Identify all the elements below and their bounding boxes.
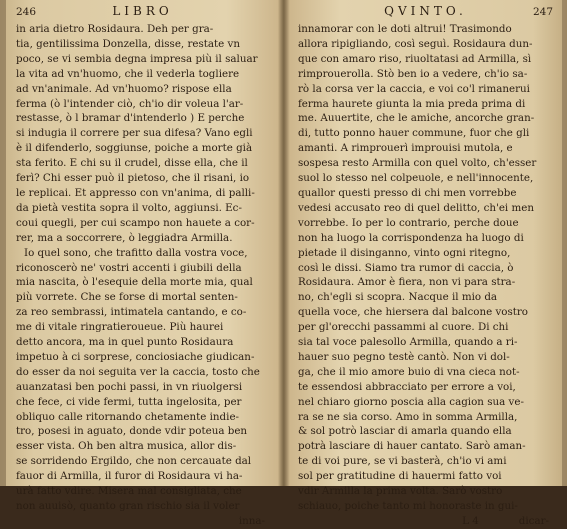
right-page-header	[298, 4, 553, 20]
text-line: Io quel sono, che trafitto dalla vostra voce,	[24, 246, 248, 259]
signature-mark: L 4	[462, 514, 479, 527]
text-line: tro, posesi in aguato, donde vdir poteua ben	[16, 425, 248, 438]
text-line: & sol potrò lasciar di amarla quando ella	[298, 425, 512, 438]
left-page-number: 246	[16, 6, 37, 18]
text-line: suol lo stesso nel colpeuole, e nell'innocente,	[298, 172, 534, 185]
text-line: esser vista. Oh ben altra musica, allor dis-	[16, 440, 237, 453]
text-line: più vorrete. Che se forse di mortal senten-	[16, 291, 238, 304]
left-page-header	[16, 4, 269, 20]
right-page-text	[298, 22, 553, 514]
right-catchword: dicar-	[518, 514, 549, 527]
text-line: di, tutto ponno hauer commune, fuor che gli	[298, 127, 530, 140]
text-line: le replicai. Et appresso con vn'anima, di palli-	[16, 186, 255, 199]
text-line: non ha luogo la corrispondenza ha luogo di	[298, 231, 524, 244]
text-line: da pietà vestita sopra il volto, aggiunsi. Ec-	[16, 201, 242, 214]
text-line: vorrebbe. Io per lo contrario, perche doue	[298, 216, 519, 229]
left-page	[0, 0, 283, 527]
text-line: rer, ma a soccorrere, ò leggiadra Armilla.	[16, 231, 233, 244]
right-running-title: QVINTO.	[384, 4, 467, 18]
text-line: che fece, ci vide fermi, tutta ingelosita, per	[16, 395, 242, 408]
text-line: la vita ad vn'huomo, che il vederla togliere	[16, 67, 240, 80]
text-line: hauer suo pegno testè cantò. Non vi dol-	[298, 350, 510, 363]
text-line: per gl'orecchi passammi al cuore. Di chi	[298, 321, 509, 334]
text-line: se sorridendo Ergildo, che non cercauate dal	[16, 455, 252, 468]
text-line: potrà lasciare di hauer cantato. Sarò aman-	[298, 440, 526, 453]
text-line: riconoscerò ne' vostri accenti i giubili della	[16, 261, 242, 274]
text-line: do esser da noi seguita ver la caccia, tosto che	[16, 365, 260, 378]
text-line: pietade il disinganno, vinto ogni ritegno,	[298, 246, 511, 259]
left-page-text	[16, 22, 269, 514]
text-line: ad vn'animale. Ad vn'huomo? rispose ella	[16, 82, 232, 95]
text-line: impetuo à ci sorprese, conciosiache giudican-	[16, 350, 255, 363]
text-line: schiauo, poiche tanto mi honoraste in gui-	[298, 500, 518, 512]
left-catchword: inna-	[238, 514, 265, 527]
text-line: rimprouerolla. Stò ben io a vedere, ch'io sa-	[298, 67, 528, 80]
text-line: quella voce, che hiersera dal balcone vostro	[298, 306, 529, 319]
text-line: mia nascita, ò l'esequie della morte mia, qual	[16, 276, 253, 289]
text-line: urà fatto vdire. Misera mal consigliata, che	[16, 485, 242, 498]
text-line: vdir Armilla la prima volta. Sarò vostro	[298, 485, 503, 498]
text-line: nel chiaro giorno poscia alla cagion sua ve-	[298, 395, 524, 408]
text-line: me. Auuertite, che le amiche, ancorche gran-	[298, 112, 535, 125]
text-line: quallor questi presso di chi men vorrebbe	[298, 186, 517, 199]
text-line: te essendosi abbracciato per errore a voi,	[298, 380, 516, 393]
text-line: vedesi accusato reo di quel delitto, ch'ei men	[298, 201, 534, 214]
text-line: in aria dietro Rosidaura. Deh per gra-	[16, 23, 214, 35]
text-line: innamorar con le doti altrui! Trasimondo	[298, 23, 512, 35]
text-line: coui quegli, per cui scampo non hauete a cor-	[16, 216, 255, 229]
text-line: amanti. A rimprouerì improuisi mutola, e	[298, 142, 513, 155]
text-line: sol per gratitudine di hauermi fatto voi	[298, 470, 502, 483]
text-line: si indugia il correre per sua difesa? Vano egli	[16, 127, 253, 140]
text-line: rò la corsa ver la caccia, e voi co'l rimanerui	[298, 82, 530, 95]
text-line: ferma haurete giunta la mia preda prima di	[298, 97, 526, 110]
text-line: Rosidaura. Amor è fiera, non vi para stra-	[298, 276, 516, 289]
text-line: detto ancora, ma in quel punto Rosidaura	[16, 336, 234, 349]
text-line: ferì? Chi esser può il pietoso, che il risani, io	[16, 172, 250, 185]
right-page-number: 247	[532, 6, 553, 18]
text-line: restasse, ò l bramar d'intenderlo ) E perche	[16, 112, 245, 125]
text-line: tia, gentilissima Donzella, disse, restate vn	[16, 37, 240, 50]
text-line: è il difenderlo, soggiunse, poiche a morte già	[16, 142, 253, 155]
text-line: auanzatasi ben pochi passi, in vn riuolgersi	[16, 380, 243, 393]
text-line: non auuisò, quanto gran rischio sia il voler	[16, 500, 240, 512]
text-line: obliquo calle ritornando chetamente indie-	[16, 410, 240, 423]
text-line: così le dissi. Siamo tra rumor di caccia, ò	[298, 261, 514, 274]
text-line: ferma (ò l'intender ciò, ch'io dir voleua l'ar-	[16, 97, 244, 110]
text-line: sia tal voce palesollo Armilla, quando a ri-	[298, 336, 518, 349]
left-running-title: LIBRO	[112, 4, 173, 18]
right-page	[284, 0, 567, 527]
text-line: que con amaro riso, riuoltatasi ad Armilla, sì	[298, 52, 532, 65]
text-line: sospesa resto Armilla con quel volto, ch'esser	[298, 157, 537, 170]
text-line: sta ferito. E chi su il crudel, disse ella, che il	[16, 157, 248, 170]
text-line: ga, che il mio amore buio di vna cieca not-	[298, 365, 520, 378]
text-line: allora ripigliando, così seguì. Rosidaura dun-	[298, 37, 533, 50]
text-line: te di voi pure, se vi basterà, ch'io vi ami	[298, 455, 507, 468]
text-line: poco, se vi sembia degna impresa più il saluar	[16, 52, 258, 65]
text-line: me di vitale ringratieroueue. Più haurei	[16, 321, 224, 334]
text-line: no, ch'egli si scopra. Nacque il mio da	[298, 291, 498, 304]
text-line: za reo sembrassi, intimatela cantando, e co-	[16, 306, 247, 319]
text-line: ra se ne sia corso. Amo in somma Armilla,	[298, 410, 518, 423]
text-line: fauor di Armilla, il furor di Rosidaura vi ha-	[16, 470, 243, 483]
right-page-footer	[298, 514, 553, 529]
